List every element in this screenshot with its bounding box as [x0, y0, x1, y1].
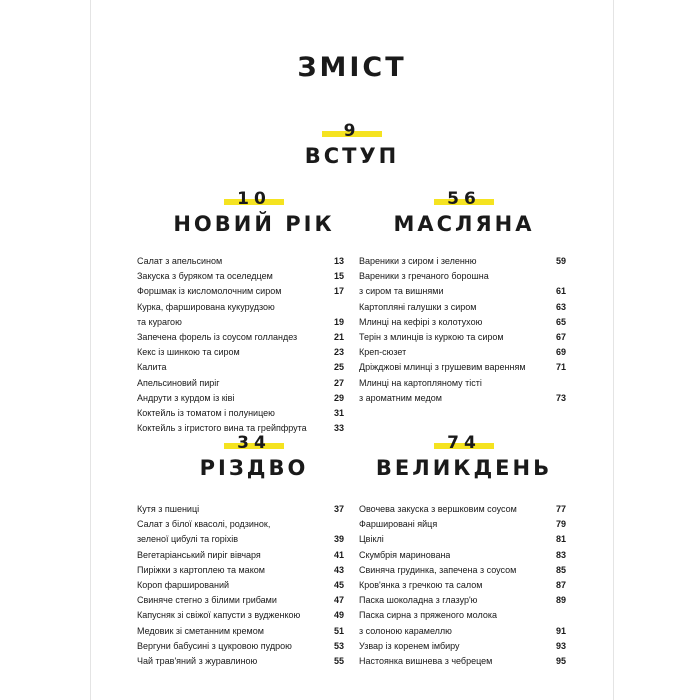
- toc-entry[interactable]: [137, 593, 344, 608]
- toc-entry[interactable]: [137, 563, 344, 578]
- toc-entry[interactable]: [359, 376, 566, 391]
- section-title: ВЕЛИКДЕНЬ: [375, 456, 553, 480]
- toc-entry-title: Картопляні галушки з сиром: [359, 301, 477, 312]
- toc-entry-page: [562, 269, 566, 284]
- toc-entry-title: Запечена форель із соусом голландез: [137, 332, 298, 343]
- toc-entry-title: Млинці на картопляному тісті: [359, 377, 482, 388]
- toc-entry-page: 15: [333, 271, 344, 282]
- page-title: ЗМІСТ: [297, 52, 407, 83]
- toc-entry-title: з сиром та вишнями: [359, 286, 444, 297]
- toc-entry[interactable]: [137, 269, 344, 284]
- toc-entry-page: 37: [333, 504, 344, 514]
- toc-entry[interactable]: [359, 624, 566, 639]
- toc-entry-page: [340, 517, 344, 532]
- toc-entry[interactable]: [137, 360, 344, 375]
- toc-entry[interactable]: [137, 548, 344, 563]
- toc-entry[interactable]: [359, 391, 566, 406]
- intro-page-marker: [252, 120, 452, 142]
- toc-entry[interactable]: [359, 593, 566, 608]
- toc-entry-title: Медовик зі сметанним кремом: [137, 625, 264, 636]
- section-page-number: 56: [447, 189, 481, 209]
- toc-entry-page: 25: [333, 362, 344, 373]
- toc-entry-title: Вареники з сиром і зеленню: [359, 256, 477, 266]
- toc-entry[interactable]: [359, 548, 566, 563]
- toc-entry-title: Паска сирна з пряженого молока: [359, 610, 497, 621]
- toc-list-maslyana: [359, 254, 566, 406]
- toc-entry[interactable]: [137, 284, 344, 299]
- toc-entry-title: Креп-сюзет: [359, 347, 407, 358]
- toc-entry[interactable]: [137, 624, 344, 639]
- toc-entry-title: Курка, фарширована кукурудзою: [137, 301, 275, 312]
- toc-entry-page: 29: [333, 392, 344, 403]
- toc-entry-page: 61: [555, 286, 566, 297]
- toc-entry-title: Короп фарширований: [137, 580, 230, 591]
- toc-entry[interactable]: [359, 654, 566, 669]
- toc-entry[interactable]: [137, 300, 344, 315]
- toc-entry-title: Фаршировані яйця: [359, 519, 438, 530]
- section-header-christmas: [159, 432, 349, 480]
- toc-entry-page: 89: [555, 595, 566, 606]
- toc-entry-title: Форшмак із кисломолочним сиром: [137, 286, 282, 297]
- section-header-easter: [359, 432, 569, 480]
- toc-entry-title: Капусняк зі свіжої капусти з вудженкою: [137, 610, 301, 621]
- toc-entry-page: 23: [333, 347, 344, 358]
- toc-entry[interactable]: [137, 639, 344, 654]
- book-page: [90, 0, 614, 700]
- toc-entry-page: 73: [555, 392, 566, 403]
- toc-entry[interactable]: [137, 376, 344, 391]
- toc-entry-page: 87: [555, 580, 566, 591]
- toc-entry-title: Калита: [137, 362, 167, 373]
- toc-entry-page: [340, 300, 344, 315]
- toc-entry-title: Вегетаріанський пиріг вівчаря: [137, 549, 261, 560]
- section-title: МАСЛЯНА: [393, 212, 535, 236]
- toc-entry[interactable]: [359, 360, 566, 375]
- section-page-marker: [159, 188, 349, 210]
- toc-entry-page: 63: [555, 301, 566, 312]
- toc-entry[interactable]: [359, 315, 566, 330]
- toc-entry-title: зеленої цибулі та горіхів: [137, 534, 239, 545]
- toc-entry-title: Салат з білої квасолі, родзинок,: [137, 519, 271, 530]
- toc-entry-page: 79: [555, 519, 566, 530]
- toc-entry[interactable]: [359, 639, 566, 654]
- section-page-marker: [159, 432, 349, 454]
- toc-entry-page: 95: [555, 656, 566, 667]
- intro-header: [252, 120, 452, 168]
- toc-entry-title: Млинці на кефірі з колотухою: [359, 316, 483, 327]
- toc-entry-title: Терін з млинців із куркою та сиром: [359, 332, 504, 343]
- section-title: НОВИЙ РІК: [173, 212, 335, 236]
- toc-entry-page: 85: [555, 564, 566, 575]
- toc-entry[interactable]: [359, 254, 566, 269]
- toc-entry[interactable]: [137, 578, 344, 593]
- toc-entry-page: 41: [333, 549, 344, 560]
- toc-entry-page: 91: [555, 625, 566, 636]
- toc-entry[interactable]: [137, 254, 344, 269]
- toc-entry-page: 45: [333, 580, 344, 591]
- toc-entry-title: Закуска з буряком та оселедцем: [137, 271, 273, 282]
- toc-list-new-year: [137, 254, 344, 436]
- toc-entry-page: 93: [555, 640, 566, 651]
- toc-entry[interactable]: [359, 269, 566, 284]
- toc-entry-title: Дріжджові млинці з грушевим варенням: [359, 362, 526, 373]
- toc-entry-title: Кекс із шинкою та сиром: [137, 347, 240, 358]
- section-page-marker: [359, 432, 569, 454]
- toc-entry-title: Кров'янка з гречкою та салом: [359, 580, 483, 591]
- toc-entry[interactable]: [359, 284, 566, 299]
- section-page-number: 74: [447, 433, 481, 453]
- toc-entry[interactable]: [137, 391, 344, 406]
- toc-entry[interactable]: [359, 608, 566, 623]
- toc-entry-page: 71: [555, 362, 566, 373]
- toc-entry-title: Апельсиновий пиріг: [137, 377, 220, 388]
- toc-entry-page: 69: [555, 347, 566, 358]
- toc-entry[interactable]: [359, 532, 566, 547]
- section-page-marker: [369, 188, 559, 210]
- toc-entry-page: 31: [333, 408, 344, 419]
- toc-entry[interactable]: [359, 517, 566, 532]
- section-title: РІЗДВО: [199, 456, 309, 480]
- toc-entry[interactable]: [359, 330, 566, 345]
- toc-entry-page: 77: [555, 504, 566, 514]
- toc-entry-title: Паска шоколадна з глазур'ю: [359, 595, 478, 606]
- toc-entry-title: Андрути з курдом із ківі: [137, 392, 235, 403]
- toc-entry[interactable]: [137, 532, 344, 547]
- toc-entry[interactable]: [359, 502, 566, 517]
- toc-entry-page: 21: [333, 332, 344, 343]
- toc-entry-title: Кутя з пшениці: [137, 504, 200, 514]
- intro-title: ВСТУП: [304, 144, 400, 168]
- toc-entry-title: з ароматним медом: [359, 392, 442, 403]
- toc-entry-title: Узвар із коренем імбиру: [359, 640, 460, 651]
- toc-entry-page: 17: [333, 286, 344, 297]
- toc-entry[interactable]: [359, 563, 566, 578]
- toc-entry[interactable]: [137, 502, 344, 517]
- toc-entry[interactable]: [137, 315, 344, 330]
- toc-entry-page: 43: [333, 564, 344, 575]
- toc-entry-title: Овочева закуска з вершковим соусом: [359, 504, 517, 514]
- toc-entry-page: 33: [333, 423, 344, 434]
- toc-entry[interactable]: [137, 345, 344, 360]
- toc-entry-title: Вареники з гречаного борошна: [359, 271, 489, 282]
- toc-entry-page: 81: [555, 534, 566, 545]
- toc-entry-title: та курагою: [137, 316, 182, 327]
- toc-entry-page: 13: [333, 256, 344, 266]
- toc-entry-title: з солоною карамеллю: [359, 625, 452, 636]
- toc-entry[interactable]: [359, 345, 566, 360]
- toc-entry-title: Вергуни бабусині з цукровою пудрою: [137, 640, 292, 651]
- section-header-new-year: [159, 188, 349, 236]
- toc-entry-page: 49: [333, 610, 344, 621]
- section-page-number: 34: [237, 433, 271, 453]
- toc-entry-page: [562, 608, 566, 623]
- toc-entry-title: Настоянка вишнева з чебрецем: [359, 656, 493, 667]
- section-header-maslyana: [369, 188, 559, 236]
- toc-entry-title: Коктейль з ігристого вина та грейпфрута: [137, 423, 307, 434]
- toc-entry-title: Коктейль із томатом і полуницею: [137, 408, 275, 419]
- toc-entry-page: 47: [333, 595, 344, 606]
- section-page-number: 10: [237, 189, 271, 209]
- toc-entry-page: 55: [333, 656, 344, 667]
- toc-entry-title: Цвіклі: [359, 534, 384, 545]
- toc-entry-title: Салат з апельсином: [137, 256, 223, 266]
- toc-entry-title: Свиняче стегно з білими грибами: [137, 595, 277, 606]
- toc-entry[interactable]: [137, 517, 344, 532]
- toc-list-easter: [359, 502, 566, 669]
- toc-entry-title: Скумбрія маринована: [359, 549, 451, 560]
- toc-entry[interactable]: [137, 608, 344, 623]
- toc-entry[interactable]: [137, 654, 344, 669]
- intro-page-number: 9: [343, 121, 361, 141]
- toc-entry-title: Свиняча грудинка, запечена з соусом: [359, 564, 517, 575]
- toc-list-christmas: [137, 502, 344, 669]
- toc-entry[interactable]: [137, 330, 344, 345]
- toc-entry-page: 39: [333, 534, 344, 545]
- toc-entry-page: 19: [333, 316, 344, 327]
- toc-entry-page: 27: [333, 377, 344, 388]
- toc-entry-page: 67: [555, 332, 566, 343]
- toc-entry-page: 59: [555, 256, 566, 266]
- toc-entry-page: 83: [555, 549, 566, 560]
- toc-entry[interactable]: [359, 300, 566, 315]
- toc-entry-title: Пиріжки з картоплею та маком: [137, 564, 265, 575]
- toc-entry-page: 65: [555, 316, 566, 327]
- toc-entry-page: [562, 376, 566, 391]
- toc-entry-page: 53: [333, 640, 344, 651]
- toc-entry-title: Чай трав'яний з журавлиною: [137, 656, 258, 667]
- toc-entry[interactable]: [359, 578, 566, 593]
- toc-entry[interactable]: [137, 406, 344, 421]
- toc-entry-page: 51: [333, 625, 344, 636]
